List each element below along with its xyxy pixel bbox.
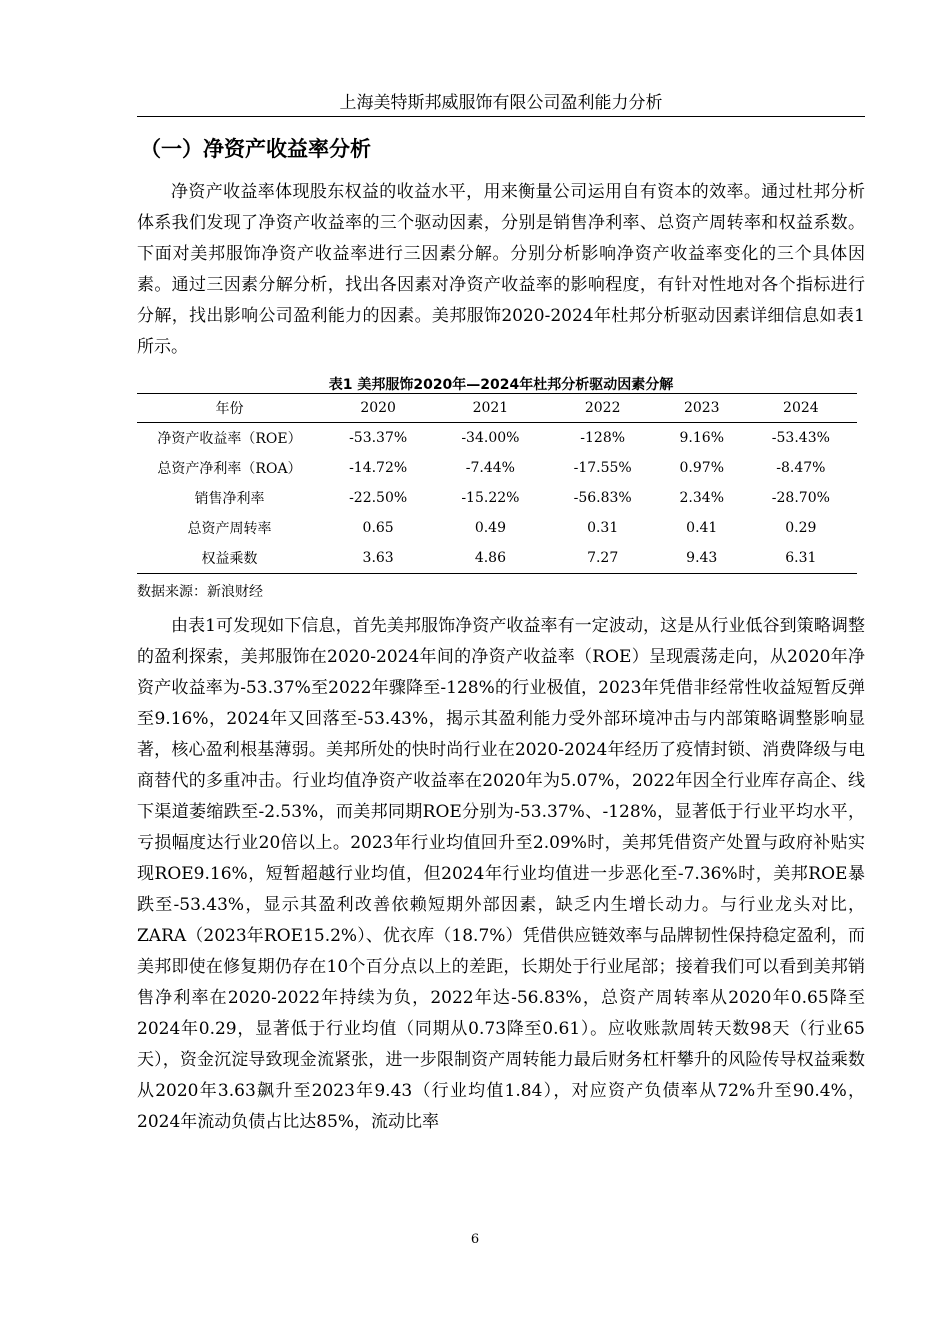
header-cell: 2022 bbox=[547, 394, 659, 423]
table-cell: -34.00% bbox=[461, 430, 520, 446]
table-caption: 表1 美邦服饰2020年—2024年杜邦分析驱动因素分解 bbox=[328, 377, 674, 393]
table-header-row bbox=[137, 394, 857, 423]
table-cell: -14.72% bbox=[349, 460, 408, 476]
header-cell-year: 年份 bbox=[137, 394, 322, 423]
header-cell: 2021 bbox=[434, 394, 546, 423]
running-header: 上海美特斯邦威服饰有限公司盈利能力分析 bbox=[339, 93, 663, 113]
header-cell: 2020 bbox=[322, 394, 434, 423]
table-cell: -17.55% bbox=[573, 460, 632, 476]
section-heading: （一）净资产收益率分析 bbox=[140, 137, 371, 161]
table-cell: 0.29 bbox=[785, 520, 817, 536]
table-cell: 9.43 bbox=[659, 543, 745, 574]
table-cell: 0.65 bbox=[362, 520, 394, 536]
table-cell: 2.34% bbox=[679, 490, 724, 506]
table-cell: -56.83% bbox=[573, 490, 632, 506]
table-source-note: 数据来源：新浪财经 bbox=[137, 584, 263, 600]
row-label: 权益乘数 bbox=[137, 543, 322, 574]
table-cell: 7.27 bbox=[547, 543, 659, 574]
table-cell: -28.70% bbox=[771, 490, 830, 506]
table-row-equity-multiplier bbox=[137, 543, 857, 574]
table-cell: -128% bbox=[580, 430, 626, 446]
table-cell: -53.43% bbox=[771, 430, 830, 446]
table-cell: -22.50% bbox=[349, 490, 408, 506]
table-row-roe bbox=[137, 423, 857, 454]
dupont-table bbox=[137, 393, 857, 574]
table-cell: -7.44% bbox=[465, 460, 515, 476]
row-label: 净资产收益率（ROE） bbox=[157, 431, 302, 447]
intro-paragraph: 净资产收益率体现股东权益的收益水平，用来衡量公司运用自有资本的效率。通过杜邦分析体系我们发现了净资产收益率的三个驱动因素，分别是销售净利率、总资产周转率和权益系数。下面对美邦服饰净资产收益率进行三因素分解。分别分析影响净资产收益率变化的三个具体因素。通过三因素分解分析，找出各因素对净资产收益率的影响程度，有针对性地对各个指标进行分解，找出影响公司盈利能力的因素。美邦服饰2020-2024年杜邦分析驱动因素详细信息如表1所示。 bbox=[137, 182, 865, 357]
table-cell: -15.22% bbox=[461, 490, 520, 506]
analysis-paragraph: 由表1可发现如下信息，首先美邦服饰净资产收益率有一定波动，这是从行业低谷到策略调整的盈利探索，美邦服饰在2020-2024年间的净资产收益率（ROE）呈现震荡走向，从2020年净资产收益率为-53.37%至2022年骤降至-128%的行业极值，2023年凭借非经常性收益短暂反弹至9.16%，2024年又回落至-53.43%，揭示其盈利能力受外部环境冲击与内部策略调整影响显著，核心盈利根基薄弱。美邦所处的快时尚行业在2020-2024年经历了疫情封锁、消费降级与电商替代的多重冲击。行业均值净资产收益率在2020年为5.07%，2022年因全行业库存高企、线下渠道萎缩跌至-2.53%，而美邦同期ROE分别为-53.37%、-128%，显著低于行业平均水平，亏损幅度达行业20倍以上。2023年行业均值回升至2.09%时，美邦凭借资产处置与政府补贴实现ROE9.16%，短暂超越行业均值，但2024年行业均值进一步恶化至-7.36%时，美邦ROE暴跌至-53.43%，显示其盈利改善依赖短期外部因素，缺乏内生增长动力。与行业龙头对比，ZARA（2023年ROE15.2%）、优衣库（18.7%）凭借供应链效率与品牌韧性保持稳定盈利，而美邦即使在修复期仍存在10个百分点以上的差距，长期处于行业尾部；接着我们可以看到美邦销售净利率在2020-2022年持续为负，2022年达-56.83%，总资产周转率从2020年0.65降至2024年0.29，显著低于行业均值（同期从0.73降至0.61）。应收账款周转天数98天（行业65天），资金沉淀导致现金流紧张，进一步限制资产周转能力最后财务杠杆攀升的风险传导权益乘数从2020年3.63飙升至2023年9.43（行业均值1.84），对应资产负债率从72%升至90.4%，2024年流动负债占比达85%，流动比率 bbox=[137, 616, 865, 1132]
table-row-roa bbox=[137, 453, 857, 483]
table-cell: 0.41 bbox=[686, 520, 718, 536]
row-label: 总资产净利率（ROA） bbox=[157, 461, 302, 477]
header-rule bbox=[137, 116, 865, 117]
table-cell: 9.16% bbox=[679, 430, 724, 446]
table-cell: 6.31 bbox=[745, 543, 857, 574]
table-cell: 0.97% bbox=[679, 460, 724, 476]
table-row-net-margin bbox=[137, 483, 857, 513]
table-cell: 4.86 bbox=[434, 543, 546, 574]
header-cell: 2024 bbox=[745, 394, 857, 423]
table-cell: -53.37% bbox=[349, 430, 408, 446]
row-label: 销售净利率 bbox=[194, 491, 265, 507]
table-cell: 0.31 bbox=[587, 520, 619, 536]
table-cell: -8.47% bbox=[776, 460, 826, 476]
header-cell: 2023 bbox=[659, 394, 745, 423]
row-label: 总资产周转率 bbox=[187, 521, 272, 537]
table-cell: 0.49 bbox=[474, 520, 506, 536]
page-number: 6 bbox=[470, 1232, 480, 1247]
table-row-asset-turnover bbox=[137, 513, 857, 543]
table-cell: 3.63 bbox=[322, 543, 434, 574]
